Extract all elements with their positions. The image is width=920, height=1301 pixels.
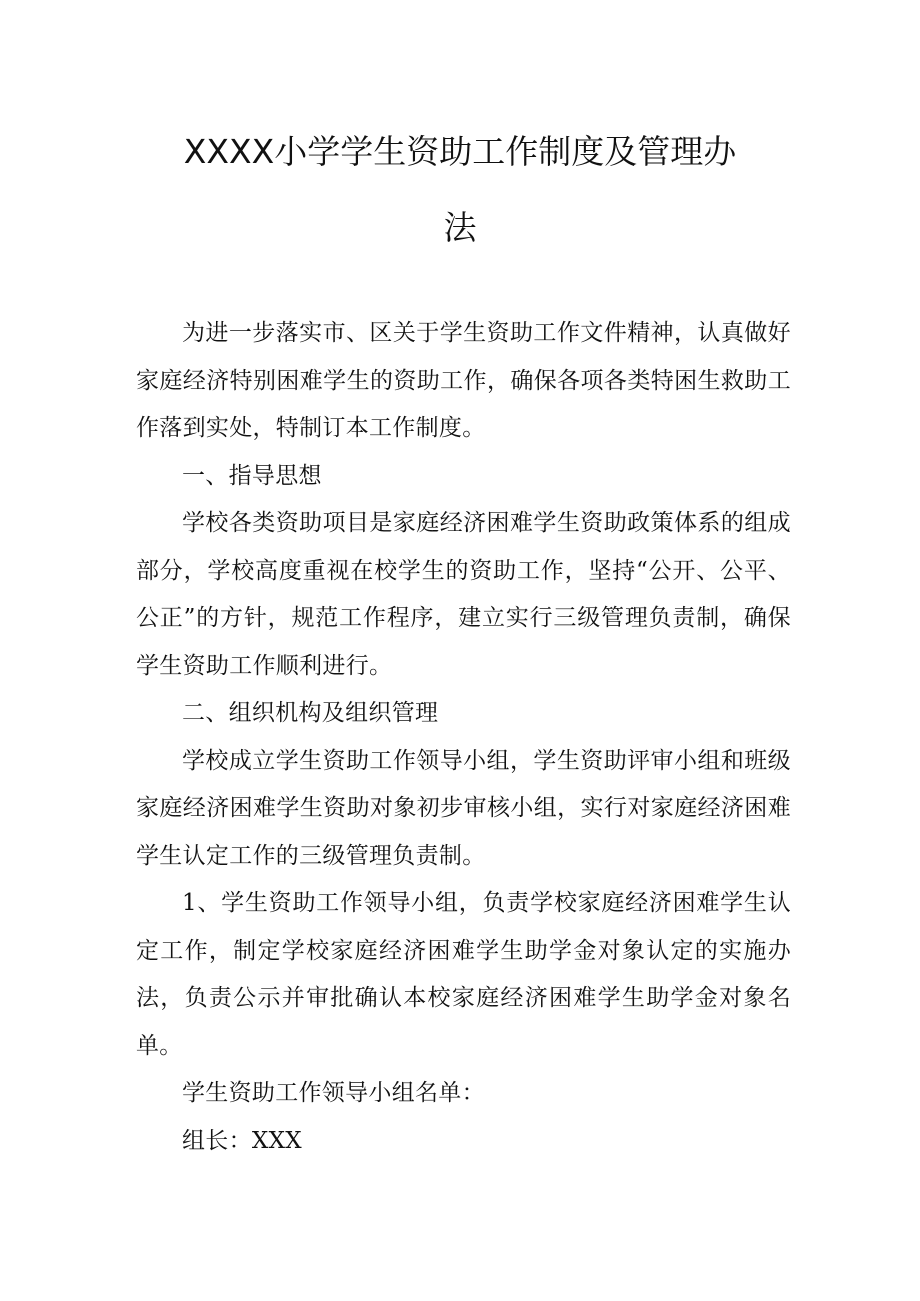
section-heading-organization: 二、组织机构及组织管理 [182, 700, 439, 726]
intro-paragraph: 为进一步落实市、区关于学生资助工作文件精神，认真做好家庭经济特别困难学生的资助工作，确保各项各类特困生救助工作落到实处，特制订本工作制度。 [136, 320, 791, 441]
leadership-list-heading: 学生资助工作领导小组名单： [182, 1080, 485, 1106]
document-title-line1: XXXX小学学生资助工作制度及管理办 [183, 132, 737, 171]
group-leader-line: 组长：XXX [182, 1127, 302, 1154]
document-title-line2: 法 [443, 208, 477, 247]
section-heading-guiding-ideology: 一、指导思想 [182, 462, 322, 489]
guiding-ideology-paragraph: 学校各类资助项目是家庭经济困难学生资助政策体系的组成部分，学校高度重视在校学生的资助工作，坚持“公开、公平、公正”的方针，规范工作程序，建立实行三级管理负责制，确保学生资助工作顺利进行。 [136, 510, 791, 679]
leadership-group-paragraph: 1、学生资助工作领导小组，负责学校家庭经济困难学生认定工作，制定学校家庭经济困难学生助学金对象认定的实施办法，负责公示并审批确认本校家庭经济困难学生助学金对象名单。 [136, 890, 791, 1059]
document-body [136, 310, 791, 1165]
organization-paragraph: 学校成立学生资助工作领导小组，学生资助评审小组和班级家庭经济困难学生资助对象初步审核小组，实行对家庭经济困难学生认定工作的三级管理负责制。 [136, 747, 791, 869]
